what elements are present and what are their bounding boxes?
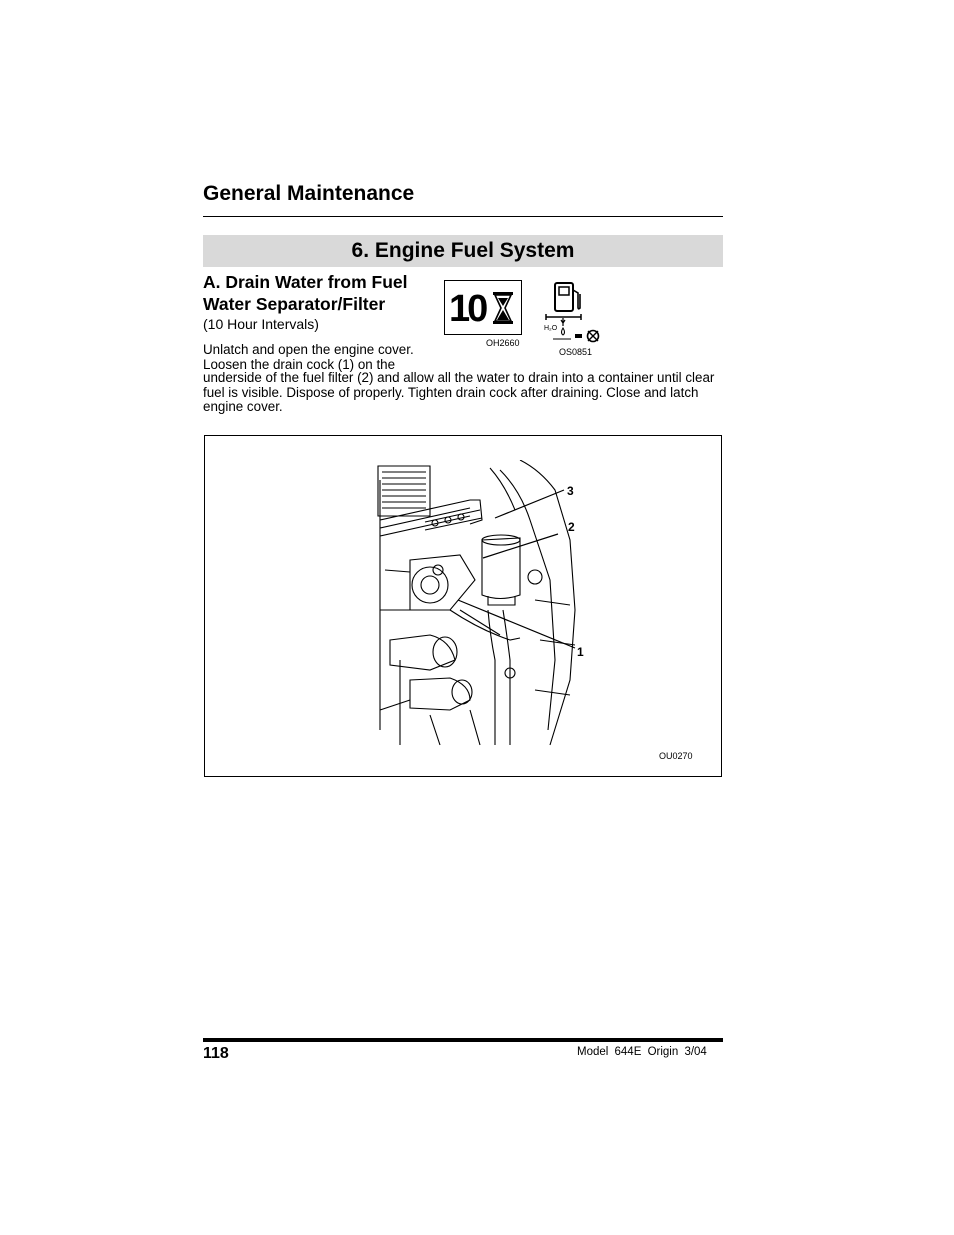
chapter-title: 6. Engine Fuel System [351,239,575,262]
callout-1: 1 [577,645,584,659]
page-number: 118 [203,1045,229,1062]
footer-model-text: Model 644E Origin 3/04 [577,1046,707,1058]
footer-rule [203,1038,723,1042]
figure-code: OU0270 [659,751,693,761]
instruction-text-a: Unlatch and open the engine cover. Loosen the drain cock (1) on the [203,342,414,372]
interval-number: 10 [449,288,486,330]
callout-2: 2 [568,520,575,534]
interval-note: (10 Hour Intervals) [203,316,319,332]
subsection-title: A. Drain Water from Fuel Water Separator/Filter [203,272,408,314]
callout-3: 3 [567,484,574,498]
hourglass-icon [492,291,514,325]
engine-fuel-filter-illustration [370,460,590,750]
title-rule [203,216,723,217]
section-title: General Maintenance [203,182,415,205]
fuel-drain-icon [541,280,603,346]
icon-code-oh2660: OH2660 [486,338,520,348]
chapter-bar [203,235,723,267]
icon-code-os0851: OS0851 [559,347,593,357]
instruction-text-b: underside of the fuel filter (2) and allow all the water to drain into a container until clear fuel is visible. Dispose of properly. Tighten drain cock after draining. Close and latch engine cover. [203,370,715,414]
h2o-label: H₂O [544,325,558,332]
